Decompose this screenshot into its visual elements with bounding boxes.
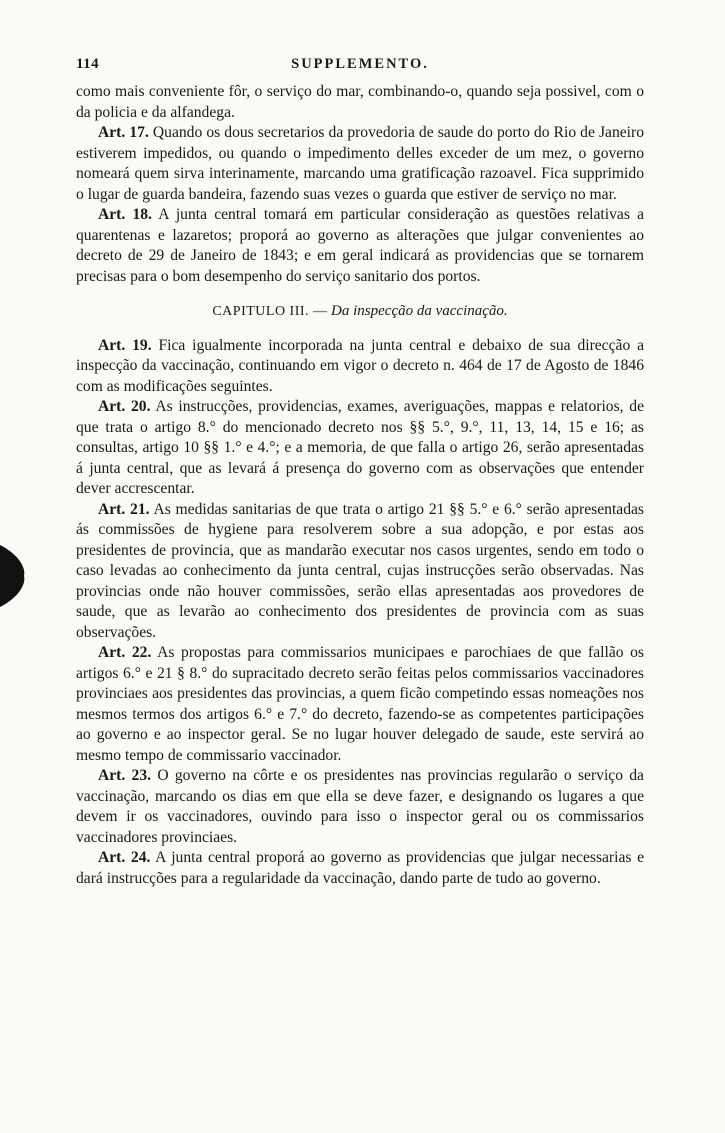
article-text: O governo na côrte e os presidentes nas provincias regularão o serviço da vaccinação, marcando os dias em que ella se deve fazer, e designando os lugares a que devem ir os vaccinadores, ouvindo para isso o inspector geral ou os commissarios vaccinadores provinciaes. — [76, 767, 644, 846]
chapter-heading — [76, 301, 644, 323]
article-number: Art. 19. — [98, 336, 152, 354]
article-24 — [76, 848, 644, 889]
article-number: Art. 24. — [98, 849, 151, 866]
article-number: Art. 17. — [98, 124, 149, 141]
page — [76, 56, 644, 889]
article-22 — [76, 643, 644, 766]
article-23 — [76, 766, 644, 848]
page-edge-mark — [0, 545, 28, 607]
article-19 — [76, 336, 644, 398]
page-header — [76, 56, 644, 78]
article-number: Art. 20. — [98, 398, 151, 415]
article-text: As propostas para commissarios municipaes e parochiaes de que fallão os artigos 6.° e 21 § 8.° do supracitado decreto serão feitas pelos commissarios vaccinadores provinciaes aos presidentes das provincias, a quem ficão competindo essas nomeações nos mesmos termos dos artigos 6.° e 7.° do decreto, fazendo-se as competentes participações ao governo e ao inspector geral. Se no lugar houver delegado de saude, este servirá ao mesmo tempo de commissario vaccinador. — [76, 644, 644, 764]
article-text: As medidas sanitarias de que trata o artigo 21 §§ 5.° e 6.° serão apresentadas ás commissões de hygiene para resolverem sobre a sua adopção, e por estas aos presidentes de provincia, que as mandarão executar nos casos urgentes, sendo em todo o caso levadas ao conhecimento da junta central, cujas instrucções serão observadas. Nas provincias onde não houver commissões, serão ellas apresentadas aos provedores de saude, que as levarão ao conhecimento dos presidentes de provincia com as suas observações. — [76, 500, 645, 641]
article-20 — [76, 397, 644, 500]
article-number: Art. 23. — [98, 767, 152, 784]
article-number: Art. 22. — [98, 644, 152, 661]
article-text: Quando os dous secretarios da provedoria de saude do porto do Rio de Janeiro estiverem impedidos, ou quando o impedimento delles exceder de um mez, o governo nomeará quem sirva interinamente, marcando uma gratificação razoavel. Fica supprimido o lugar de guarda bandeira, fazendo suas vezes o guarda que estiver de serviço no mar. — [76, 124, 645, 203]
article-number: Art. 21. — [98, 500, 150, 518]
chapter-label: CAPITULO III. — — [212, 304, 328, 319]
article-number: Art. 18. — [98, 206, 152, 223]
article-text: A junta central tomará em particular consideração as questões relativas a quarentenas e lazaretos; proporá ao governo as alterações que julgar convenientes ao decreto de 29 de Janeiro de 1843; e em geral indicará as providencias que se tornarem precisas para o bom desempenho do serviço sanitario dos portos. — [76, 206, 644, 285]
running-title: SUPPLEMENTO. — [291, 56, 429, 72]
page-number: 114 — [76, 56, 100, 72]
body-text — [76, 82, 644, 889]
article-17 — [76, 123, 644, 205]
paragraph-continuation — [76, 82, 644, 123]
paragraph-text: como mais conveniente fôr, o serviço do mar, combinando-o, quando seja possivel, com o da policia e da alfandega. — [76, 83, 644, 121]
article-text: As instrucções, providencias, exames, averiguações, mappas e relatorios, de que trata o artigo 8.° do mencionado decreto nos §§ 5.°, 9.°, 11, 13, 14, 15 e 16; as consultas, artigo 10 §§ 1.° e 4.°; e a memoria, de que falla o artigo 26, serão apresentadas á junta central, que as levará á presença do governo com as observações que entender dever accrescentar. — [76, 398, 644, 497]
article-text: A junta central proporá ao governo as providencias que julgar necessarias e dará instrucções para a regularidade da vaccinação, dando parte de tudo ao governo. — [76, 849, 644, 887]
article-text: Fica igualmente incorporada na junta central e debaixo de sua direcção a inspecção da vaccinação, continuando em vigor o decreto n. 464 de 17 de Agosto de 1846 com as modificações seguintes. — [76, 336, 644, 395]
chapter-title: Da inspecção da vaccinação. — [331, 303, 508, 319]
article-18 — [76, 205, 644, 287]
article-21 — [76, 500, 644, 644]
